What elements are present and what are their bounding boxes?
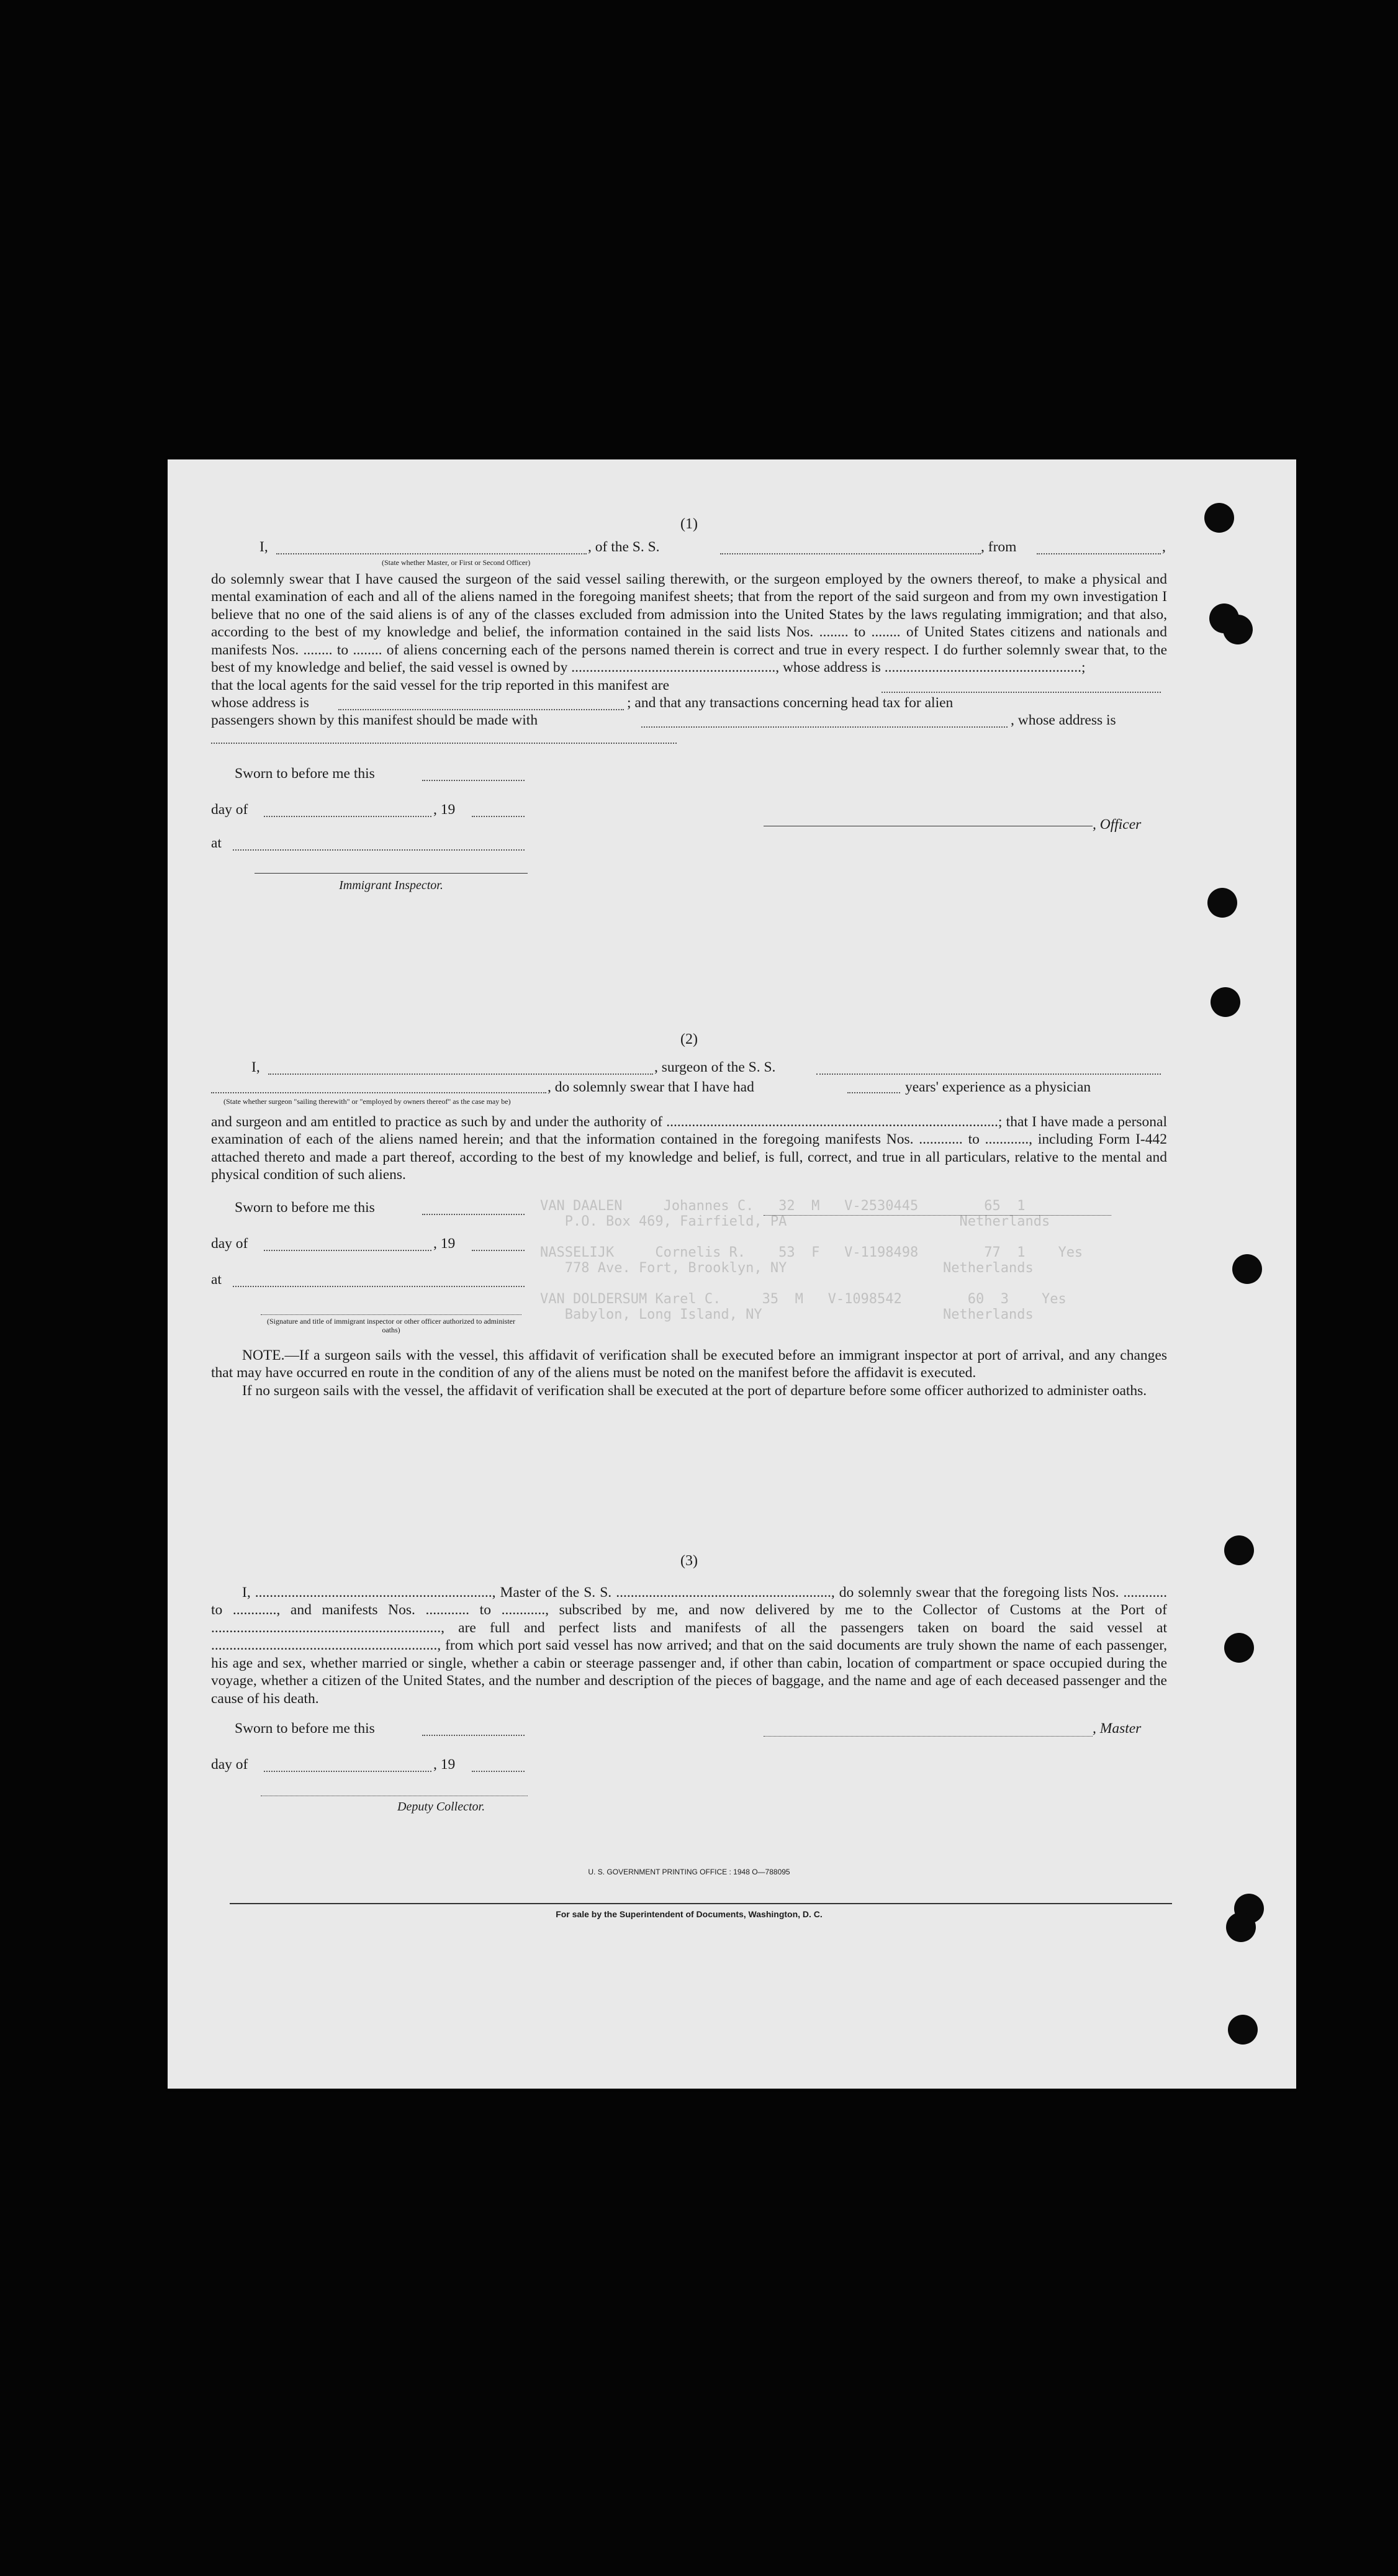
surgeon-status-field[interactable] xyxy=(211,1081,546,1093)
oath-body: do solemnly swear that I have caused the surgeon of the said vessel sailing therewith, or the surgeon employed by the owners thereof, to make a physical and mental examination of each and all of the aliens named in the foregoing manifest sheets; that from the report of the said surgeon and from my own investigation I believe that no one of the said aliens is of any of the classes excluded from admission into the United States by the laws regulating immigration; and that also, according to the best of my knowledge and belief, the information contained in the said lists Nos. ........ to ........ of United States citizens and nationals and manifests Nos. ........ to ........ of aliens concerning each of the persons named therein is correct and true in every respect. I do further solemnly swear that, to the best of my knowledge and belief, the said vessel is owned by ........................................................, whose address is ......................................................; xyxy=(211,571,1167,676)
at-label: at xyxy=(211,1271,222,1288)
note-surgeon-sails: NOTE.—If a surgeon sails with the vessel, this affidavit of verification shall be executed before an immigrant inspector at port of arrival, and any changes that may have occurred en route in the condition of any of the aliens must be noted on the manifest before the affidavit is executed. xyxy=(211,1347,1167,1381)
vessel-label: , of the S. S. xyxy=(588,538,660,555)
bleed-through-text: VAN DAALEN Johannes C. 32 M V-2530445 65 1 P.O. Box 469, Fairfield, PA Netherlands NASSELIJK Cornelis R. 53 F V-1198498 77 1 Yes 778 Ave. Fort, Brooklyn, NY Netherlands VAN DOLDERSUM Karel C. 35 M V-1098542 60 3 Yes Babylon, Long Island, NY Netherlands xyxy=(540,1198,1083,1322)
year-field[interactable] xyxy=(472,805,525,817)
surgeon-label: , surgeon of the S. S. xyxy=(654,1059,776,1075)
years-label: years' experience as a physician xyxy=(905,1078,1091,1095)
year-field[interactable] xyxy=(472,1760,525,1772)
agents-label: that the local agents for the said vessel for the trip reported in this manifest are xyxy=(211,677,670,694)
officer-label: , Officer xyxy=(1093,816,1142,833)
punch-hole xyxy=(1224,1535,1254,1565)
section-number: (3) xyxy=(680,1553,698,1569)
section-number: (2) xyxy=(680,1031,698,1047)
inspector-signature-line[interactable] xyxy=(261,1314,521,1315)
master-signature-line[interactable] xyxy=(764,1736,1093,1737)
location-field[interactable] xyxy=(233,1275,525,1287)
address-label: whose address is xyxy=(211,694,309,711)
passengers-label: passengers shown by this manifest should be made with xyxy=(211,712,538,728)
sworn-label: Sworn to before me this xyxy=(235,1199,375,1216)
address-label-2: , whose address is xyxy=(1011,712,1116,728)
sale-notice: For sale by the Superintendent of Documents, Washington, D. C. xyxy=(556,1909,823,1919)
year-label: , 19 xyxy=(433,801,456,818)
deputy-collector-label: Deputy Collector. xyxy=(397,1800,485,1814)
section-number: (1) xyxy=(680,516,698,532)
affidavit-section-2 xyxy=(211,1031,1167,1399)
statement-prefix: I, xyxy=(251,1059,260,1075)
punch-hole xyxy=(1226,1912,1256,1942)
inspector-caption: (Signature and title of immigrant inspector or other officer authorized to administer oaths) xyxy=(267,1316,515,1334)
sworn-date-field[interactable] xyxy=(422,1203,525,1215)
head-tax-party-field[interactable] xyxy=(641,715,1008,728)
printing-office-line: U. S. GOVERNMENT PRINTING OFFICE : 1948 O—788095 xyxy=(588,1868,790,1876)
head-tax-address-field[interactable] xyxy=(211,731,677,744)
punch-hole xyxy=(1232,1254,1262,1284)
footer-rule xyxy=(230,1903,1172,1904)
note-no-surgeon: If no surgeon sails with the vessel, the affidavit of verification shall be executed at the port of departure before some officer authorized to administer oaths. xyxy=(242,1382,1147,1399)
punch-hole xyxy=(1207,888,1237,918)
sworn-date-field[interactable] xyxy=(422,769,525,781)
master-name-field[interactable] xyxy=(276,542,587,554)
master-label: , Master xyxy=(1093,1720,1142,1737)
affidavit-section-3 xyxy=(211,1552,1167,1838)
years-field[interactable] xyxy=(847,1081,900,1093)
punch-hole xyxy=(1228,2015,1258,2045)
day-of-label: day of xyxy=(211,801,248,818)
swear-label: , do solemnly swear that I have had xyxy=(548,1078,754,1095)
month-field[interactable] xyxy=(264,805,431,817)
surgeon-name-field[interactable] xyxy=(268,1062,653,1075)
inspector-signature-line[interactable] xyxy=(255,873,528,874)
sworn-label: Sworn to before me this xyxy=(235,1720,375,1737)
officer-caption: (State whether Master, or First or Second Officer) xyxy=(382,558,531,567)
year-field[interactable] xyxy=(472,1239,525,1251)
agents-field[interactable] xyxy=(882,680,1161,693)
sworn-date-field[interactable] xyxy=(422,1724,525,1736)
day-of-label: day of xyxy=(211,1235,248,1252)
head-tax-label: ; and that any transactions concerning head tax for alien xyxy=(627,694,954,711)
surgeon-oath-body: and surgeon and am entitled to practice as such by and under the authority of ...........................................................................................; that I have made a personal examination of each of the aliens named herein; and that the information contained in the foregoing manifests Nos. ............ to ............, including Form I-442 attached thereto and made a part thereof, according to the best of my knowledge and belief, is full, correct, and true in all particulars, relative to the mental and physical condition of such aliens. xyxy=(211,1113,1167,1183)
inspector-label: Immigrant Inspector. xyxy=(339,878,443,892)
manifest-back-page xyxy=(168,459,1296,2089)
from-label: , from xyxy=(981,538,1017,555)
vessel-name-field[interactable] xyxy=(720,542,981,554)
sworn-label: Sworn to before me this xyxy=(235,765,375,782)
month-field[interactable] xyxy=(264,1760,431,1772)
year-label: , 19 xyxy=(433,1756,456,1773)
at-label: at xyxy=(211,834,222,851)
punch-hole xyxy=(1211,987,1240,1017)
surgeon-vessel-field[interactable] xyxy=(816,1062,1161,1075)
agents-address-field[interactable] xyxy=(338,698,624,710)
affidavit-section-1 xyxy=(211,515,1167,920)
surgeon-caption: (State whether surgeon "sailing therewith" or "employed by owners thereof" as the case may be) xyxy=(223,1096,511,1106)
location-field[interactable] xyxy=(233,838,525,851)
punch-hole xyxy=(1224,1633,1254,1663)
from-port-field[interactable] xyxy=(1037,542,1161,554)
statement-prefix: I, xyxy=(259,538,268,555)
year-label: , 19 xyxy=(433,1235,456,1252)
master-oath-body: I, ................................................................., Master of the S. S. ..........................................................., do solemnly swear that the foregoing lists Nos. ............ to ............, and manifests Nos. ............ to ............, subscribed by me, and now delivered by me to the Collector of Customs at the Port of ..............................................................., are full and perfect lists and manifests of all the passengers taken on board the said vessel at .............................................................., from which port said vessel has now arrived; and that on the said documents are truly shown the name of each passenger, his age and sex, whether married or single, whether a cabin or steerage passenger and, if other than cabin, location of compartment or space occupied during the voyage, whether a citizen of the United States, and the number and description of the pieces of baggage, and the name and age of each deceased passenger and the cause of his death. xyxy=(211,1584,1167,1707)
day-of-label: day of xyxy=(211,1756,248,1773)
punch-hole xyxy=(1223,615,1253,644)
punch-hole xyxy=(1204,503,1234,533)
surgeon-signature-line[interactable] xyxy=(764,1215,1111,1216)
comma: , xyxy=(1162,538,1166,555)
month-field[interactable] xyxy=(264,1239,431,1251)
